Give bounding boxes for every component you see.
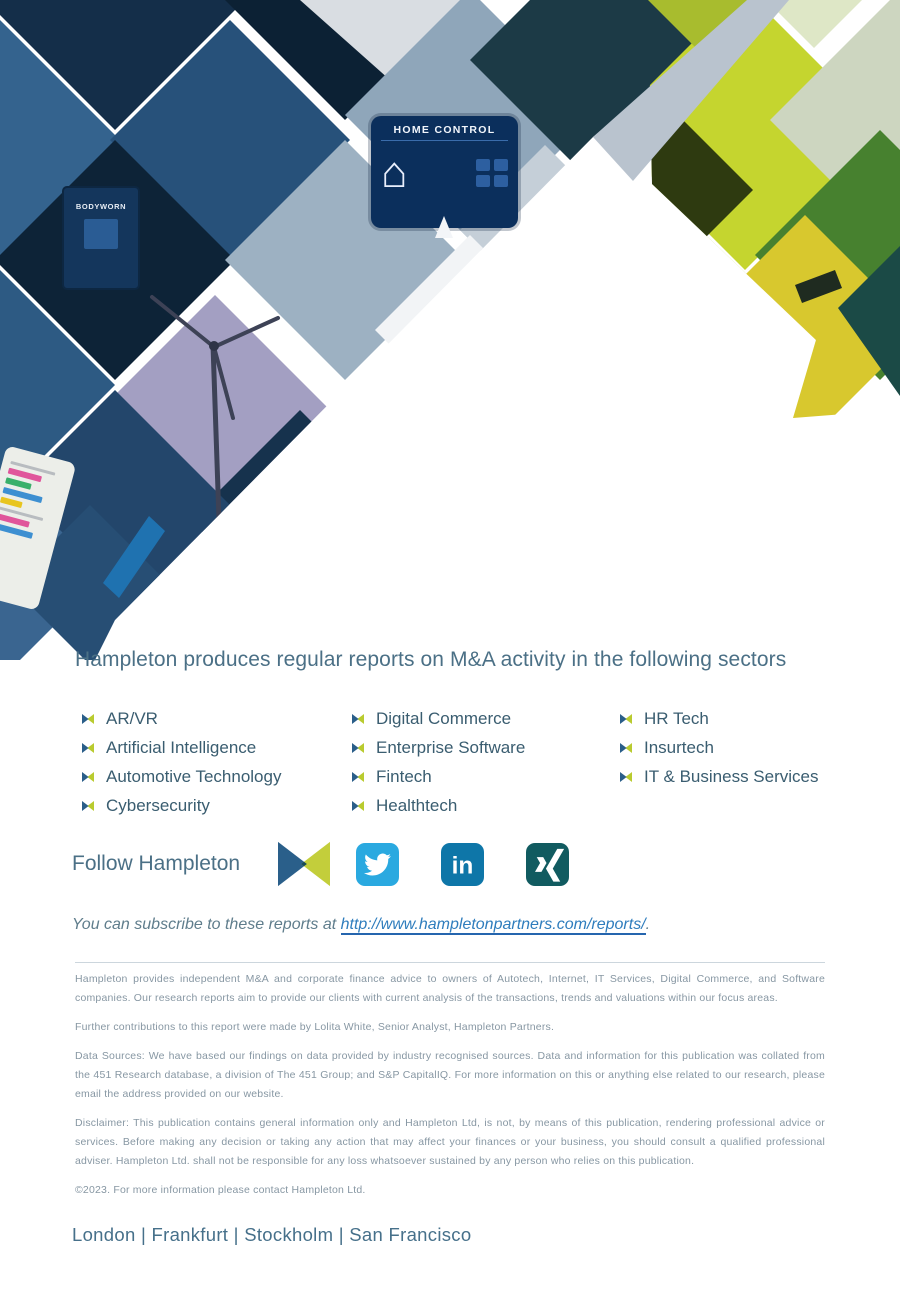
finger-pointer bbox=[435, 216, 453, 238]
sector-item bbox=[82, 733, 352, 762]
sector-label: Digital Commerce bbox=[376, 708, 512, 728]
sector-label: Cybersecurity bbox=[106, 795, 210, 815]
fine-print-paragraph: Further contributions to this report were made by Lolita White, Senior Analyst, Hampleton Partners. bbox=[75, 1021, 555, 1033]
sector-label: Insurtech bbox=[644, 737, 714, 757]
bodyworn-label: BODYWORN bbox=[75, 202, 127, 211]
subscribe-suffix: . bbox=[645, 916, 651, 933]
sector-label: Fintech bbox=[376, 766, 432, 786]
fine-print-paragraph: ©2023. For more information please contact Hampleton Ltd. bbox=[75, 1184, 366, 1196]
subscribe-text: You can subscribe to these reports at bbox=[72, 916, 341, 933]
sector-column-3 bbox=[620, 704, 818, 820]
sector-label: IT & Business Services bbox=[644, 766, 819, 786]
sector-column-2 bbox=[352, 704, 620, 820]
xing-icon[interactable] bbox=[526, 843, 569, 886]
sector-label: HR Tech bbox=[644, 708, 709, 728]
hampleton-bullet-icon bbox=[352, 714, 364, 724]
sector-label: Enterprise Software bbox=[376, 737, 526, 757]
office-locations: London | Frankfurt | Stockholm | San Francisco bbox=[72, 1224, 472, 1245]
hampleton-bullet-icon bbox=[82, 801, 94, 811]
sector-item bbox=[620, 704, 818, 733]
linkedin-icon[interactable] bbox=[441, 843, 484, 886]
sector-item bbox=[620, 733, 818, 762]
home-control-panel bbox=[371, 116, 518, 228]
hampleton-bullet-icon bbox=[620, 714, 632, 724]
divider bbox=[75, 962, 825, 963]
hampleton-bullet-icon bbox=[352, 743, 364, 753]
sector-label: AR/VR bbox=[106, 708, 158, 728]
page-title: Hampleton produces regular reports on M&A activity in the following sectors bbox=[75, 648, 787, 671]
sector-item bbox=[352, 704, 620, 733]
bodyworn-device bbox=[62, 186, 140, 290]
hampleton-bullet-icon bbox=[352, 801, 364, 811]
fine-print-paragraph: Disclaimer: This publication contains general information only and Hampleton Ltd, is not, by means of this publication, rendering professional advice or services. Before making any decision or taking any action that may affect your finances or your business, you should consult a qualified professional adviser. Hampleton Ltd. shall not be responsible for any loss whatsoever sustained by any person who relies on this publication. bbox=[75, 1117, 825, 1167]
home-control-label: HOME CONTROL bbox=[381, 124, 508, 141]
hampleton-bullet-icon bbox=[82, 772, 94, 782]
sector-item bbox=[352, 791, 620, 820]
sector-list bbox=[82, 704, 842, 820]
sector-column-1 bbox=[82, 704, 352, 820]
fine-print bbox=[75, 970, 825, 1210]
sector-label: Healthtech bbox=[376, 795, 458, 815]
hampleton-bullet-icon bbox=[352, 772, 364, 782]
sector-item bbox=[82, 791, 352, 820]
house-icon: ⌂ bbox=[381, 148, 408, 197]
sector-item bbox=[620, 762, 818, 791]
hampleton-bullet-icon bbox=[620, 743, 632, 753]
subscribe-line bbox=[72, 916, 650, 934]
hampleton-bullet-icon bbox=[620, 772, 632, 782]
fine-print-paragraph: Hampleton provides independent M&A and corporate finance advice to owners of Autotech, Internet, IT Services, Digital Commerce, and Software companies. Our research reports aim to provide our clients with current analysis of the transactions, trends and valuations within our focus areas. bbox=[75, 973, 825, 1004]
subscribe-link[interactable]: http://www.hampletonpartners.com/reports/ bbox=[340, 916, 646, 933]
fine-print-paragraph: Data Sources: We have based our findings on data provided by industry recognised sources. Data and information for this publication was collated from the 451 Research database, a division of The 451 Group; and S&P CapitalIQ. For more information on this or anything else related to our research, please email the address provided on our website. bbox=[75, 1050, 825, 1100]
sector-label: Artificial Intelligence bbox=[106, 737, 257, 757]
bodyworn-screen bbox=[84, 219, 118, 249]
follow-label: Follow Hampleton bbox=[72, 852, 241, 875]
home-control-buttons bbox=[476, 159, 508, 187]
sector-label: Automotive Technology bbox=[106, 766, 282, 786]
sector-item bbox=[82, 704, 352, 733]
sector-item bbox=[352, 733, 620, 762]
twitter-icon[interactable] bbox=[356, 843, 399, 886]
follow-row bbox=[72, 840, 569, 888]
hampleton-bullet-icon bbox=[82, 714, 94, 724]
sector-item bbox=[352, 762, 620, 791]
hampleton-bullet-icon bbox=[82, 743, 94, 753]
hampleton-logo-icon bbox=[278, 841, 330, 887]
sector-item bbox=[82, 762, 352, 791]
svg-text:in: in bbox=[451, 851, 474, 879]
